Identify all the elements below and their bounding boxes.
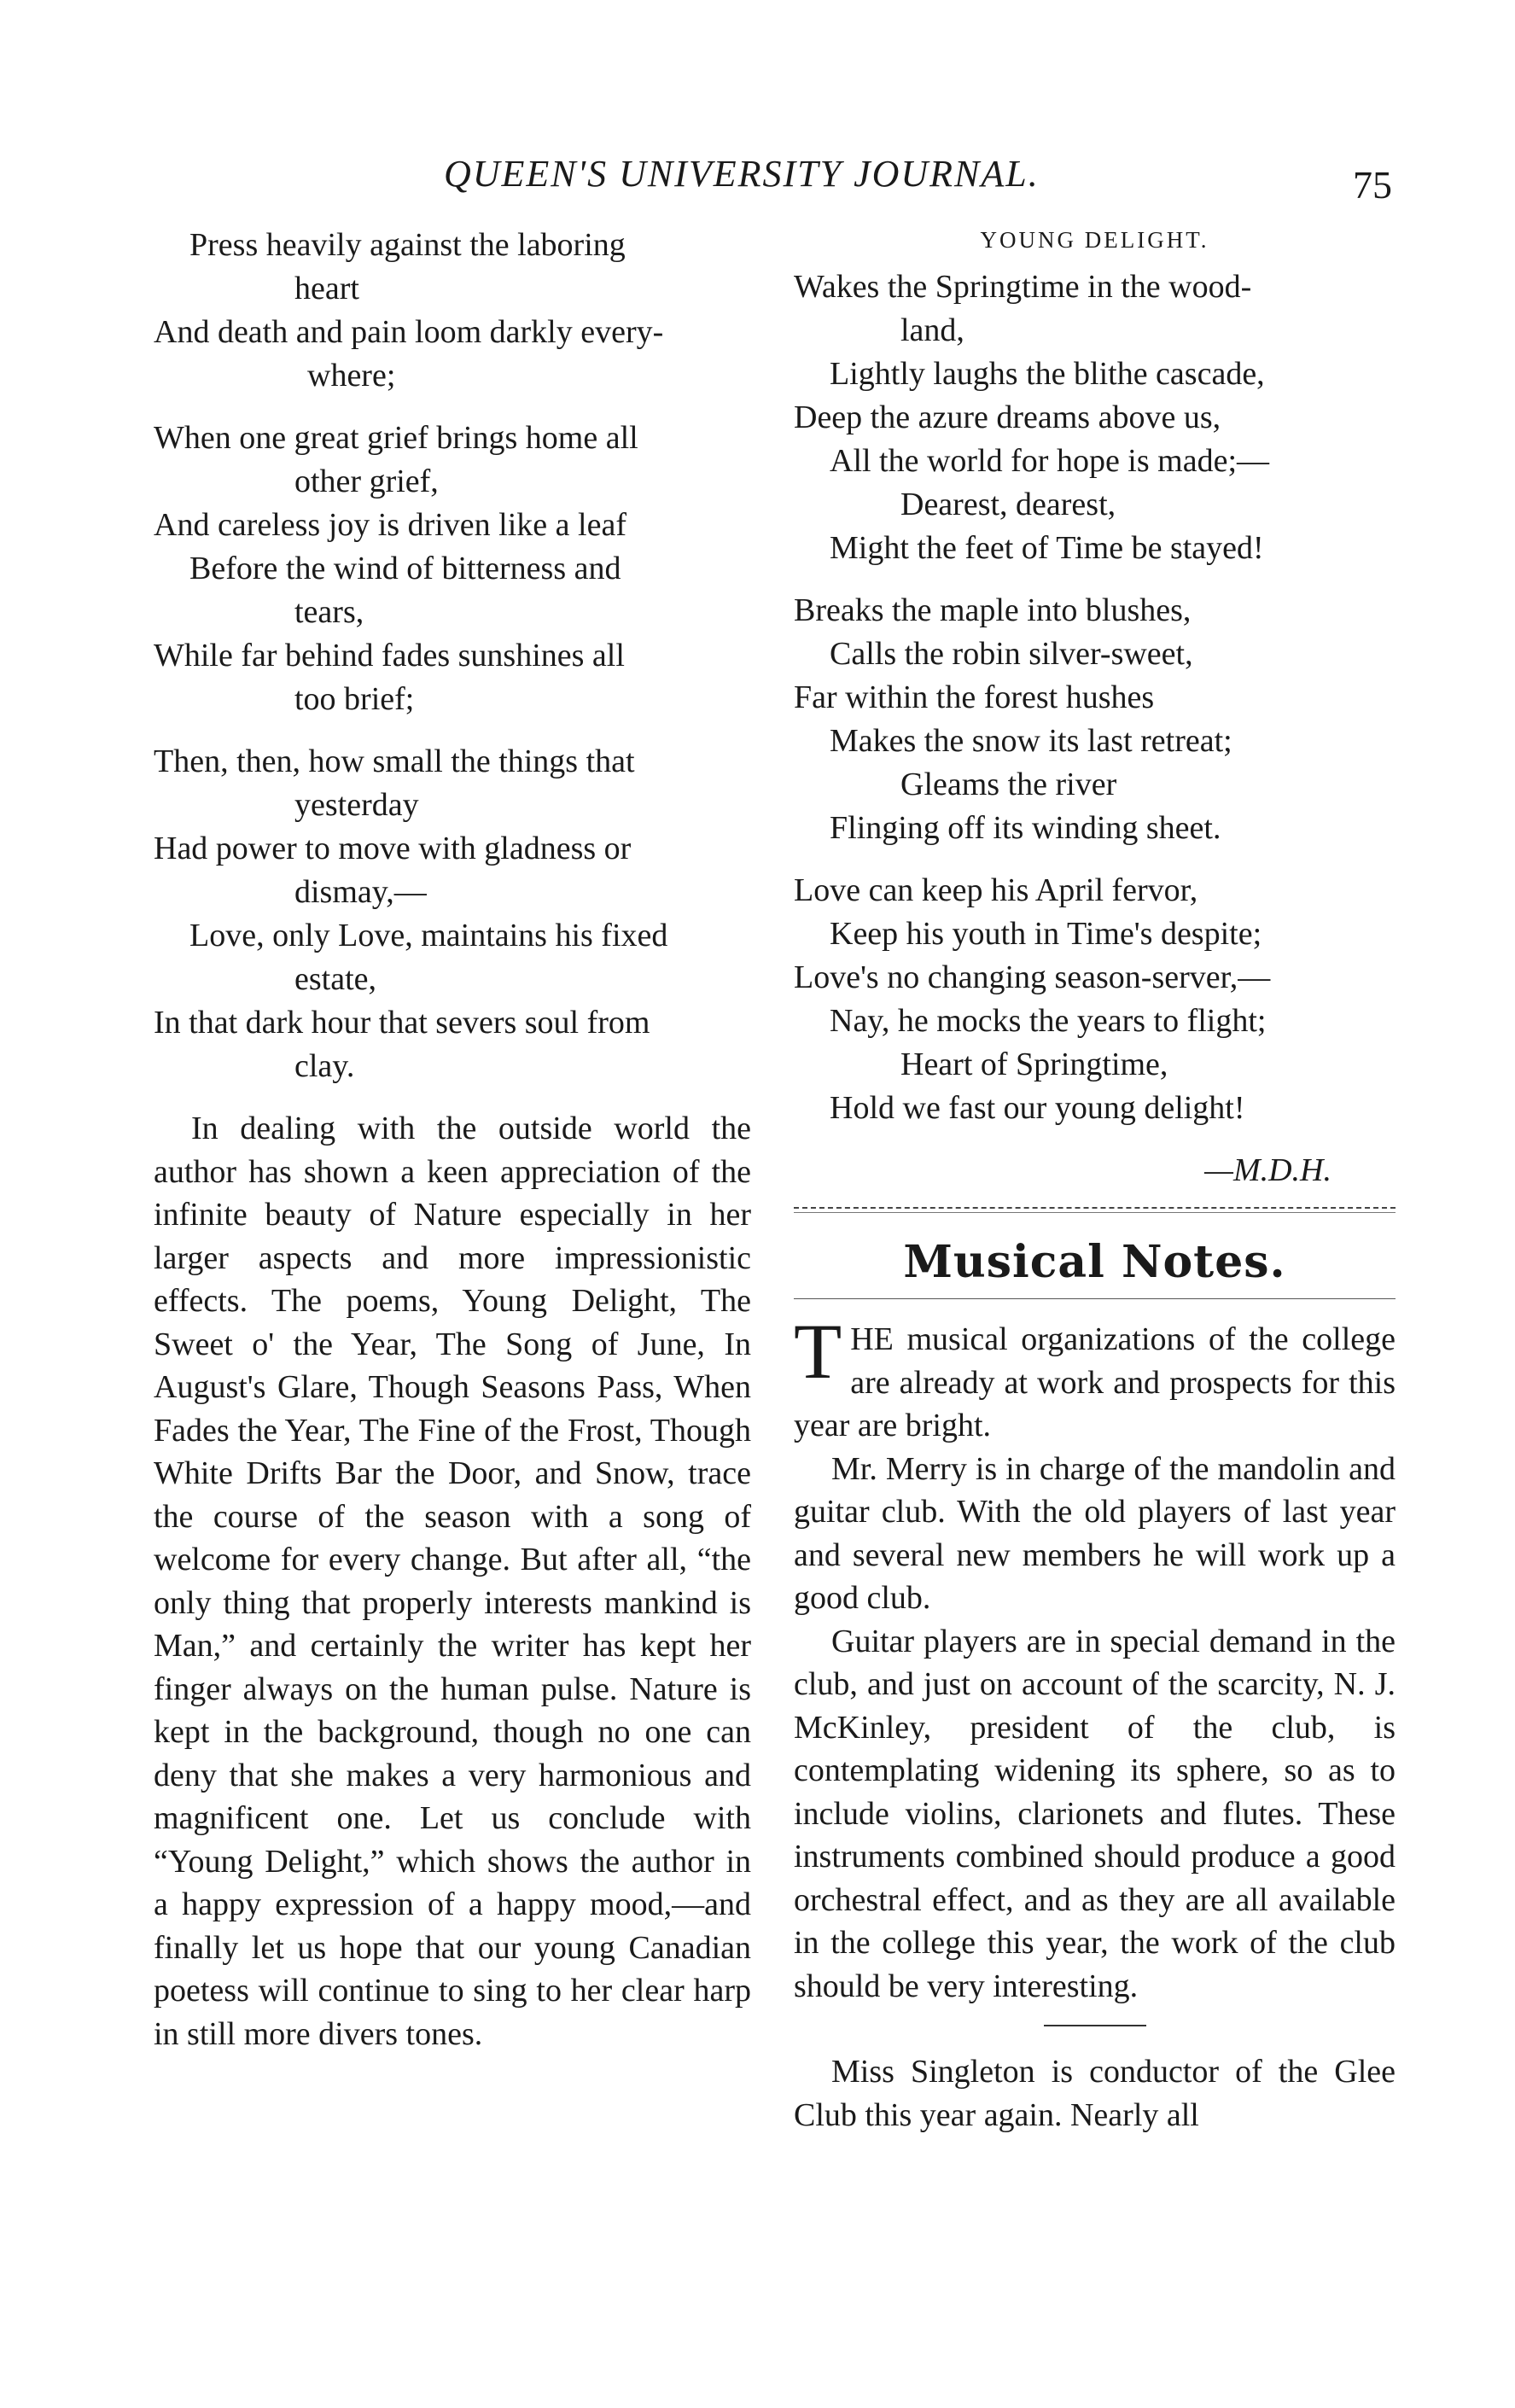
poem-line: And death and pain loom darkly every-	[154, 314, 664, 350]
poem-line: Deep the azure dreams above us,	[794, 399, 1221, 435]
poem-line: land,	[900, 312, 964, 348]
poem-line: Had power to move with gladness or	[154, 831, 632, 866]
short-rule	[1044, 2025, 1146, 2026]
poem-line: dismay,—	[294, 874, 427, 910]
section-divider	[794, 1207, 1396, 1213]
poem-title: YOUNG DELIGHT.	[980, 227, 1209, 253]
left-prose	[154, 1107, 751, 2055]
running-title: QUEEN'S UNIVERSITY JOURNAL.	[444, 153, 1040, 195]
poem-line: Nay, he mocks the years to flight;	[830, 1003, 1267, 1039]
poem-signature: —M.D.H.	[1204, 1152, 1331, 1188]
right-column	[794, 224, 1396, 2137]
drop-cap: T	[794, 1308, 842, 1395]
musical-paragraph-1-text: HE musical organizations of the college are already at work and prospects for this year are bright.	[794, 1321, 1396, 1443]
poem-line: yesterday	[294, 787, 419, 823]
right-poem	[794, 265, 1396, 1130]
poem-line: Makes the snow its last retreat;	[830, 723, 1232, 759]
poem-line: In that dark hour that severs soul from	[154, 1005, 650, 1041]
musical-paragraph-2: Mr. Merry is in charge of the mandolin and guitar club. With the old players of last year and several new members he will work up a good club.	[794, 1450, 1396, 1616]
poem-line: Press heavily against the laboring	[189, 227, 626, 263]
poem-line: estate,	[294, 961, 377, 997]
poem-line: Wakes the Springtime in the wood-	[794, 269, 1252, 305]
poem-line: Breaks the maple into blushes,	[794, 592, 1192, 628]
poem-line: Dearest, dearest,	[900, 487, 1116, 522]
stanza	[794, 265, 1396, 570]
poem-line: Love, only Love, maintains his fixed	[189, 918, 668, 953]
poem-line: Lightly laughs the blithe cascade,	[830, 356, 1265, 392]
poem-line: Keep his youth in Time's despite;	[830, 916, 1262, 952]
poem-line: Might the feet of Time be stayed!	[830, 530, 1264, 566]
poem-line: clay.	[294, 1048, 355, 1084]
poem-line: Calls the robin silver-sweet,	[830, 636, 1193, 672]
poem-line: Far within the forest hushes	[794, 679, 1155, 715]
poem-line: Gleams the river	[900, 767, 1117, 802]
section-heading: Musical Notes.	[903, 1236, 1286, 1288]
poem-line: While far behind fades sunshines all	[154, 638, 625, 673]
poem-line: Then, then, how small the things that	[154, 743, 635, 779]
left-column	[154, 224, 751, 2055]
poem-line: All the world for hope is made;—	[830, 443, 1270, 479]
page-header	[0, 143, 1515, 207]
musical-notes-body	[794, 1308, 1396, 2137]
heading-rule	[794, 1298, 1396, 1299]
poem-line: Hold we fast our young delight!	[830, 1090, 1245, 1126]
page-number: 75	[1353, 163, 1392, 207]
stanza	[794, 869, 1396, 1130]
musical-paragraph-3: Guitar players are in special demand in the club, and just on account of the scarcity, N. J. McKinley, president of the club, is contemplating widening its sphere, so as to include violins, clarionets and flutes. These instruments combined should produce a good orchestral effect, and as they are all available in the college this year, the work of the club should be very interesting.	[794, 1623, 1396, 2004]
poem-line: heart	[294, 271, 359, 306]
stanza	[154, 740, 751, 1088]
musical-paragraph-1	[794, 1308, 1396, 1448]
poem-line: Heart of Springtime,	[900, 1047, 1168, 1082]
review-paragraph: In dealing with the outside world the author has shown a keen appreciation of the infinite beauty of Nature especially in her larger aspects and more impressionistic effects. The poems, Young Delight, The Sweet o' the Year, The Song of June, In August's Glare, Though Seasons Pass, When Fades the Year, The Fine of the Frost, Though White Drifts Bar the Door, and Snow, trace the course of the season with a song of welcome for every change. But after all, “the only thing that properly interests mankind is Man,” and certainly the writer has kept her finger always on the human pulse. Nature is kept in the background, though no one can deny that she makes a very harmonious and magnificent one. Let us conclude with “Young Delight,” which shows the author in a happy expression of a happy mood,—and finally let us hope that our young Canadian poetess will continue to sing to her clear harp in still more divers tones.	[154, 1111, 751, 2052]
poem-line: When one great grief brings home all	[154, 420, 638, 456]
poem-line: tears,	[294, 594, 364, 630]
poem-line: Love can keep his April fervor,	[794, 872, 1198, 908]
stanza	[794, 589, 1396, 850]
poem-line: Love's no changing season-server,—	[794, 959, 1271, 995]
poem-line: too brief;	[294, 681, 415, 717]
poem-line: Flinging off its winding sheet.	[830, 810, 1221, 846]
poem-line: And careless joy is driven like a leaf	[154, 507, 626, 543]
poem-line: Before the wind of bitterness and	[189, 551, 621, 586]
stanza	[154, 417, 751, 721]
poem-line: other grief,	[294, 464, 439, 499]
stanza	[154, 224, 751, 398]
left-poem	[154, 224, 751, 1088]
poem-line: where;	[307, 358, 396, 394]
musical-paragraph-4: Miss Singleton is conductor of the Glee Club this year again. Nearly all	[794, 2054, 1396, 2133]
